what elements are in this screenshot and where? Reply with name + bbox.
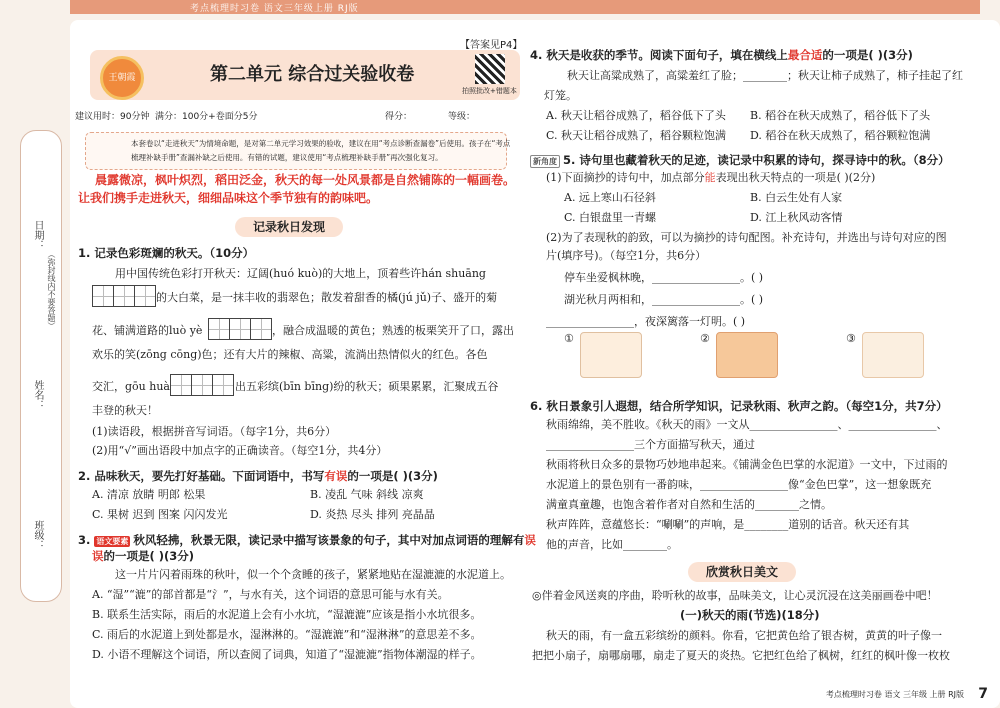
got-label: 得分： [385,112,413,122]
q5-poem: 停车坐爱枫林晚，________________。( ) [564,271,764,284]
q5-poem: 湖光秋月两相和，________________。( ) [564,293,764,306]
q1-line: 花、铺满道路的luò yè [92,324,203,337]
q4-option-d[interactable]: D. 稻谷在秋天成熟了，稻谷颗粒饱满 [750,129,931,142]
lead-line: 让我们携手走进秋天，细细品味这个季节独有的韵味吧。 [78,191,379,205]
q6-line: 秋声阵阵，意蕴悠长：“唰唰”的声响，是________道别的话音。秋天还有其 [546,518,910,531]
q1-line: 欢乐的笑(zōng cōng)色；还有大片的辣椒、高粱，流淌出热情似火的红色。各色 [92,348,488,361]
q1-line: 用中国传统色彩打开秋天：辽阔(huó kuò)的大地上，顶着些许hán shuāng [115,267,486,280]
intro-note [85,132,511,170]
q6-line: 秋雨将秋日众多的景物巧妙地串起来。《铺满金色巴掌的水泥道》一文中，下过雨的 [546,458,948,471]
title-banner [90,40,523,100]
q1-sub: (2)用“√”画出语段中加点字的正确读音。（每空1分，共4分） [92,444,388,457]
q2-option-a[interactable]: A. 清凉 放睛 明郎 松果 [92,488,206,501]
q1-line: 丰登的秋天！ [92,404,158,417]
footer-text: 考点梳理时习卷 语文 三年级 上册 RJ版 [825,690,964,699]
q5-option-a[interactable]: A. 远上寒山石径斜 [564,191,656,204]
reading-intro: ◎伴着金风送爽的序曲，聆听秋的故事，品味美文，让心灵沉浸在这美丽画卷中吧！ [532,589,938,602]
q4-title-red: 最合适 [787,48,823,62]
seal-note: （弥封线内不要答题） [47,250,56,330]
q6-line: 满童真童趣，也饱含着作者对自然和生活的________之情。 [546,498,832,511]
q6-line: 水泥道上的景色别有一番韵味，________________像“金色巴掌”，这一想象既充 [546,478,932,491]
q1-line: 出五彩缤(bīn bīng)纷的秋天；硕果累累，汇聚成五谷 [235,380,499,393]
q3-title-a: 3. [78,533,95,547]
picture-people[interactable] [580,332,642,378]
lead-line: 晨露微凉，枫叶炽烈，稻田泛金，秋天的每一处风景都是自然铺陈的一幅画卷。 [95,173,516,187]
q2-title-red: 有误 [324,469,348,483]
q5-title [530,152,950,168]
q4-line: 秋天让高粱成熟了，高粱羞红了脸；________；秋天让柿子成熟了，柿子挂起了红 [567,69,963,82]
series-title: 考点梳理时习卷 语文三年级上册 RJ版 [190,4,359,14]
section-title: 欣赏秋日美文 [688,562,796,582]
q6-line: 秋雨绵绵，美不胜收。《秋天的雨》一文从________________、________________、 [546,418,948,431]
q5-option-b[interactable]: B. 白云生处有人家 [750,191,843,204]
q3-title-d: 的一项是( )(3分) [103,549,195,563]
img-label: ① [564,332,574,345]
qr-caption: 拍照批改+错题本 [462,87,517,95]
q1-line: ，融合成温暖的黄色；熟透的板栗笑开了口，露出 [272,324,514,337]
name-label: 姓名： [32,380,43,410]
pinyin-grid[interactable] [92,285,155,307]
q2-title-b: 的一项是( )(3分) [347,469,438,483]
q1-title: 1. 记录色彩斑斓的秋天。（10分） [78,246,255,260]
q1-line: 交汇，gōu huà [92,380,170,393]
note-line: 本套卷以“走进秋天”为情境命题，是对第二单元学习效果的验收，建议在用“考点诊断查漏卷”后使用。孩子在“考点 [131,139,511,148]
q3-option-c[interactable]: C. 雨后的水泥道上到处都是水，湿淋淋的。“湿漉漉”和“湿淋淋”的意思差不多。 [92,628,482,641]
section-title: 记录秋日发现 [235,217,343,237]
q2-option-c[interactable]: C. 果树 迟到 图案 闪闪发光 [92,508,228,521]
q2-option-d[interactable]: D. 炎热 尽头 排列 亮晶晶 [310,508,435,521]
qr-code-icon[interactable] [475,54,505,84]
q4-option-b[interactable]: B. 稻谷在秋天成熟了，稻谷低下了头 [750,109,931,122]
q3-title-cont [92,548,194,564]
pinyin-grid[interactable] [170,374,233,396]
exam-sheet [70,20,1000,708]
q3-option-b[interactable]: B. 联系生活实际，雨后的水泥道上会有小水坑，“湿漉漉”应该是指小水坑很多。 [92,608,482,621]
time-info: 建议用时：90分钟 [75,112,150,122]
class-label: 班级： [32,520,43,550]
q3-tag: 语文要素 [96,537,129,546]
q4-title [530,47,913,63]
q1-sub: (1)读语段，根据拼音写词语。（每字1分，共6分） [92,425,337,438]
q5-sub1-red: 能 [704,171,716,184]
level-label: 等级： [448,112,476,122]
brand-logo: 王朝霞 [100,56,144,100]
reading-para: 秋天的雨，有一盒五彩缤纷的颜料。你看，它把黄色给了银杏树，黄黄的叶子像一 [546,629,942,642]
note-line: 梳理补缺手册”查漏补缺之后使用。有错的试题，建议使用“考点梳理补缺手册”再次强化复习。 [131,153,443,162]
q4-title-b: 的一项是( )(3分) [822,48,913,62]
top-band [70,0,980,14]
q1-line: 的大白菜，是一抹丰收的翡翠色；散发着甜香的橘(jú jǔ)子、盛开的菊 [156,291,498,304]
q3-text: 这一片片闪着雨珠的秋叶，似一个个贪睡的孩子，紧紧地贴在湿漉漉的水泥道上。 [115,568,511,581]
answer-ref: 【答案见P4】 [460,40,523,51]
q3-option-d[interactable]: D. 小语不理解这个词语，所以查阅了词典，知道了“湿漉漉”指物体潮湿的样子。 [92,648,482,661]
q3-title [78,532,536,548]
score-info: 满分：100分+卷面分5分 [155,112,258,122]
q5-option-c[interactable]: C. 白银盘里一青螺 [564,211,657,224]
page-number: 7 [978,686,988,702]
q4-title-a: 4. 秋天是收获的季节。阅读下面句子，填在横线上 [530,48,788,62]
q3-title-c: 误 [524,533,536,547]
q6-line: 他的声音，比如________。 [546,538,678,551]
q3-option-a[interactable]: A. “湿”“漉”的部首都是“氵”，与水有关，这个词语的意思可能与水有关。 [92,588,449,601]
page-title: 第二单元 综合过关验收卷 [210,64,415,85]
pinyin-grid[interactable] [208,318,271,340]
img-label: ② [700,332,710,345]
q5-poem: ________________，夜深篱落一灯明。( ) [546,315,746,328]
picture-maple[interactable] [716,332,778,378]
q5-sub1-b: 表现出秋天特点的一项是( )(2分) [715,171,876,184]
img-label: ③ [846,332,856,345]
q4-option-c[interactable]: C. 秋天让稻谷成熟了，稻谷颗粒饱满 [546,129,727,142]
q4-option-a[interactable]: A. 秋天让稻谷成熟了，稻谷低下了头 [546,109,726,122]
q6-line: ________________三个方面描写秋天，通过 [546,438,755,451]
reading-title: (一)秋天的雨(节选)(18分) [680,608,820,622]
q5-sub2: (2)为了表现秋的韵致，可以为摘抄的诗句配图。补充诗句，并选出与诗句对应的图 [546,231,947,244]
q3-title-red: 误 [92,549,104,563]
q6-title: 6. 秋日景象引人遐想，结合所学知识，记录秋雨、秋声之韵。（每空1分，共7分） [530,399,948,413]
q5-title-text: 5. 诗句里也藏着秋天的足迹，读记录中积累的诗句，探寻诗中的秋。（8分） [563,153,950,167]
q3-title-b: 秋风轻拂，秋景无限，读记录中描写该景象的句子，其中对加点词语的理解有 [133,533,525,547]
reading-para: 把把小扇子，扇哪扇哪，扇走了夏天的炎热。它把红色给了枫树，红红的枫叶像一枚枚 [532,649,950,662]
q4-line: 灯笼。 [544,89,577,102]
picture-mountain[interactable] [862,332,924,378]
q2-option-b[interactable]: B. 凌乱 气味 斜线 凉爽 [310,488,424,501]
q2-title [78,468,438,484]
date-label: 日期： [32,220,43,250]
q5-sub1-a: (1)下面摘抄的诗句中，加点部分 [546,171,705,184]
q5-option-d[interactable]: D. 江上秋风动客情 [750,211,843,224]
q2-title-a: 2. 品味秋天，要先打好基础。下面词语中，书写 [78,469,325,483]
q5-tag: 新角度 [530,155,560,168]
q5-sub1 [546,171,875,185]
q5-sub2b: 片(填序号)。（每空1分，共6分） [546,249,707,262]
